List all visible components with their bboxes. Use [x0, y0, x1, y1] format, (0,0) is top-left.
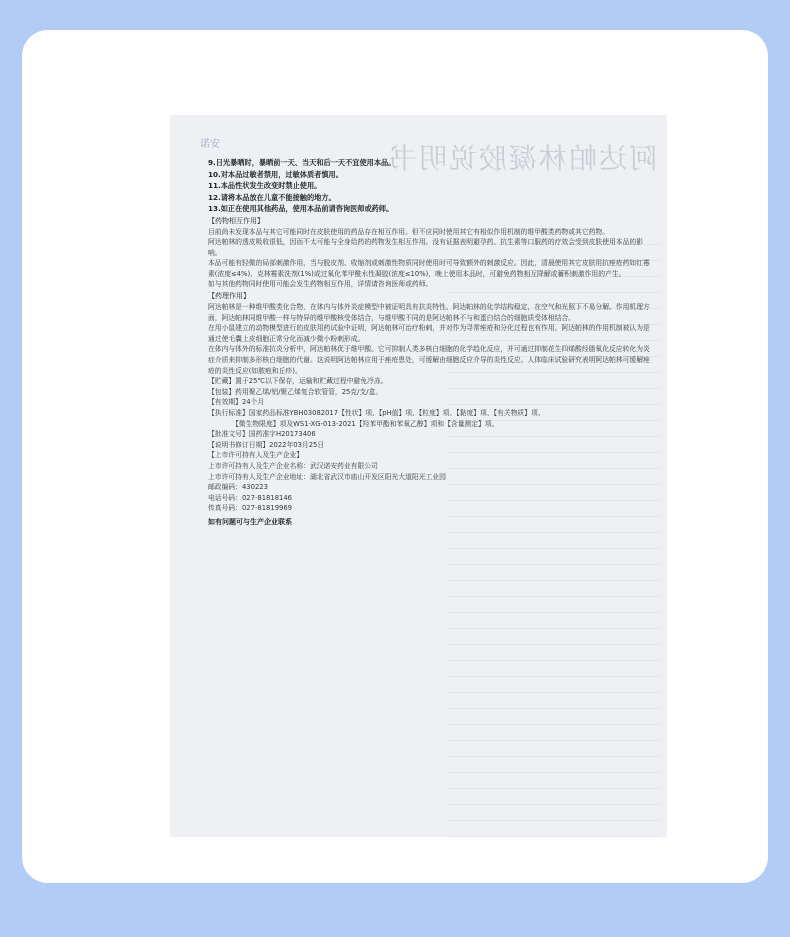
revision-date-line: 【说明书修订日期】2022年03月25日 — [208, 440, 325, 449]
leaflet-text — [208, 157, 652, 528]
postcode-line: 邮政编码：430223 — [208, 483, 268, 492]
brand-logo: 诺安 — [200, 139, 220, 150]
pharmacology-paragraph: 在用小鼠建立的动物模型进行的皮肤用药试验中证明，阿达帕林可治疗粉刺，并对作为寻常痤疮和分化过程也有作用。阿达帕林的作用机制被认为是通过使毛囊上皮细胞正常分化而减少微小粉刺形成。 — [208, 324, 650, 343]
fax-line: 传真号码：027-81819969 — [208, 504, 293, 513]
interaction-paragraph: 如与其他药物同时使用可能会发生药物相互作用，详情请咨询医师或药师。 — [208, 280, 433, 289]
standard-line: 【执行标准】国家药品标准YBH03082017【性状】项、【pH值】项、【粒度】项、【黏度】项、【有关物质】项、 — [208, 409, 545, 417]
pharmacology-heading: 【药理作用】 — [208, 292, 250, 301]
pharmacology-paragraph: 在体内与体外的标准抗炎分析中，阿达帕林优于维甲酸。它可抑制人类多核白细胞的化学趋化反应，并可通过抑制花生四烯酸经脂氧化反应转化为炎症介质来抑制多形核白细胞的代谢。这说明阿达帕林应用于痤疮患处，可缓解由细胞反应介导的炎性反应。人体临床试验研究表明阿达帕林可缓解痤疮的炎性反应(如脓疱和丘疹)。 — [208, 345, 650, 375]
contact-note: 如有问题可与生产企业联系 — [208, 517, 292, 526]
warning-item: 10.对本品过敏者禁用，过敏体质者慎用。 — [208, 169, 343, 179]
bleed-through-title: 阿达帕林凝胶说明书 — [386, 142, 657, 175]
holder-name: 上市许可持有人及生产企业名称：武汉诺安药业有限公司 — [208, 461, 378, 470]
phone-line: 电话号码：027-81818146 — [208, 493, 293, 502]
packaging-line: 【包装】药用聚乙烯/铝/聚乙烯复合软管管，25克/支/盒。 — [208, 387, 383, 396]
standard-line-continued: 【微生物限度】项及WS1-XG-013-2021【羟苯甲酯和苯氧乙醇】项和【含量测定】项。 — [232, 419, 499, 428]
holder-heading: 【上市许可持有人及生产企业】 — [208, 451, 304, 460]
interaction-paragraph: 目前尚未发现本品与其它可能同时在皮肤使用的药品存在相互作用。但不应同时使用其它有相似作用机制的维甲酸类药物或其它药物。 — [208, 227, 610, 236]
content-card — [22, 30, 768, 883]
package-insert-photo — [170, 115, 667, 837]
holder-address: 上市许可持有人及生产企业地址：湖北省武汉市庙山开发区阳光大道阳光工业园 — [208, 472, 446, 481]
interaction-heading: 【药物相互作用】 — [208, 216, 264, 225]
interaction-paragraph: 阿达帕林的透皮吸收很低，因而不太可能与全身给药的药物发生相互作用。没有证据表明避孕药、抗生素等口服药的疗效会受到皮肤使用本品的影响。 — [208, 238, 643, 257]
storage-line: 【贮藏】置于25℃以下保存，运输和贮藏过程中避免冷冻。 — [208, 377, 388, 386]
interaction-paragraph: 本品可能有轻微的局部刺激作用，当与脱皮剂、收缩剂或刺激性物质同时使用时可导致额外的刺激反应。因此，清晨使用其它皮肤用抗痤疮药如红霉素(浓度≤4%)、克林霉素洗剂(1%)或过氧化苯甲酰水性凝胶(浓度≤10%)，晚上使用本品时，可避免药物相互降解或蓄积刺激作用的产生。 — [208, 259, 650, 278]
warning-item: 9.日光暴晒时，暴晒前一天、当天和后一天不宜使用本品。 — [208, 158, 396, 167]
warning-item: 12.请将本品放在儿童不能接触的地方。 — [208, 192, 336, 202]
warning-item: 13.如正在使用其他药品，使用本品前请咨询医师或药师。 — [208, 204, 394, 213]
pharmacology-paragraph: 阿达帕林是一种维甲酸类化合物，在体内与体外炎症模型中被证明具有抗炎特性。阿达帕林的化学结构稳定，在空气和光照下不易分解。作用机理方面，阿达帕林同维甲酸一样与特异的维甲酸核受体结合，与维甲酸不同的是阿达帕林不与和蛋白结合的细胞质受体相结合。 — [208, 303, 650, 322]
approval-line: 【批准文号】国药准字H20173406 — [208, 430, 316, 439]
validity-line: 【有效期】24个月 — [208, 398, 265, 407]
warning-item: 11.本品性状发生改变时禁止使用。 — [208, 181, 322, 190]
